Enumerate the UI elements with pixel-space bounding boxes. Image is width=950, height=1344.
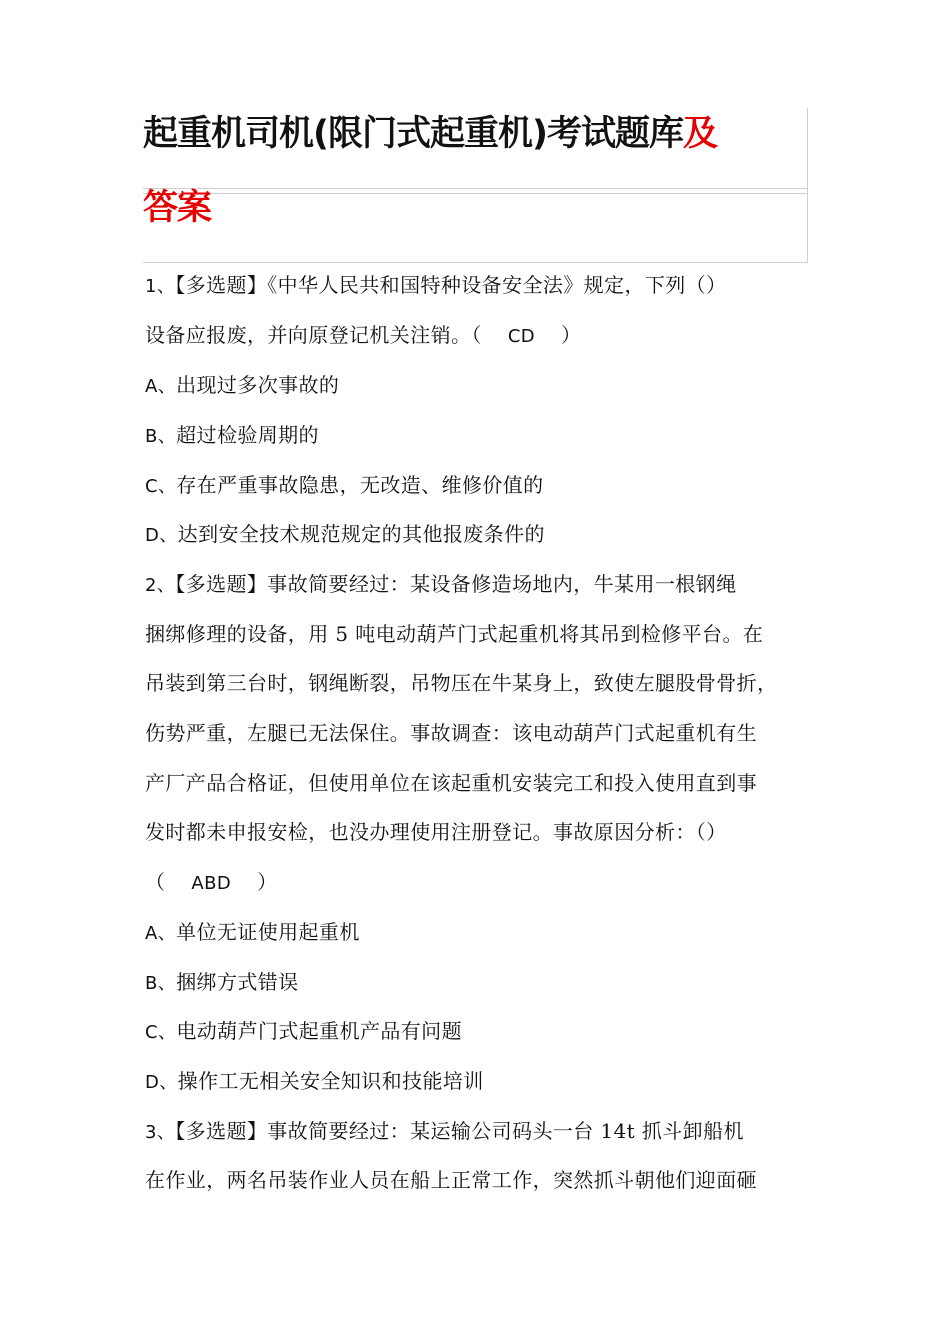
title-main: 起重机司机(限门式起重机)考试题库 <box>143 114 683 154</box>
option-a: A、单位无证使用起重机 <box>145 920 360 944</box>
question-2-line-2: 捆绑修理的设备，用 5 吨电动葫芦门式起重机将其吊到检修平台。在 <box>145 622 764 646</box>
option-d: D、达到安全技术规范规定的其他报废条件的 <box>145 522 545 546</box>
question-2-line-3: 吊装到第三台时，钢绳断裂，吊物压在牛某身上，致使左腿股骨骨折， <box>145 671 778 695</box>
question-2-line-5: 产厂产品合格证，但使用单位在该起重机安装完工和投入使用直到事 <box>145 771 757 795</box>
option-b: B、捆绑方式错误 <box>145 970 299 994</box>
answer-key: ABD <box>191 873 232 894</box>
option-c: C、存在严重事故隐患，无改造、维修价值的 <box>145 473 544 497</box>
question-1-line-2: 设备应报废，并向原登记机关注销。（ CD ） <box>145 321 581 351</box>
page-title <box>143 106 717 156</box>
option-c: C、电动葫芦门式起重机产品有问题 <box>145 1019 462 1043</box>
question-type: 【多选题】 <box>175 1119 268 1143</box>
page-title-line2: 答案 <box>143 188 212 228</box>
question-1-line-1: 1、【多选题】《中华人民共和国特种设备安全法》规定，下列（） <box>145 273 727 297</box>
question-2-line-4: 伤势严重，左腿已无法保住。事故调查：该电动葫芦门式起重机有生 <box>145 721 757 745</box>
answer-key: CD <box>507 326 536 347</box>
question-2-line-6: 发时都未申报安检，也没办理使用注册登记。事故原因分析：（） <box>145 820 727 844</box>
option-a: A、出现过多次事故的 <box>145 373 340 397</box>
question-2-line-1: 2、【多选题】事故简要经过：某设备修造场地内，牛某用一根钢绳 <box>145 572 737 596</box>
question-2-answer: （ ABD ） <box>145 868 278 898</box>
question-3-line-1: 3、【多选题】事故简要经过：某运输公司码头一台 14t 抓斗卸船机 <box>145 1119 744 1143</box>
title-divider-2 <box>143 193 808 194</box>
title-divider <box>143 188 808 189</box>
question-3-line-2: 在作业，两名吊装作业人员在船上正常工作，突然抓斗朝他们迎面砸 <box>145 1168 757 1192</box>
option-b: B、超过检验周期的 <box>145 423 319 447</box>
option-d: D、操作工无相关安全知识和技能培训 <box>145 1069 484 1093</box>
title-red-1: 及 <box>683 114 718 154</box>
question-type: 【多选题】 <box>175 572 268 596</box>
question-type: 【多选题】 <box>175 273 268 297</box>
